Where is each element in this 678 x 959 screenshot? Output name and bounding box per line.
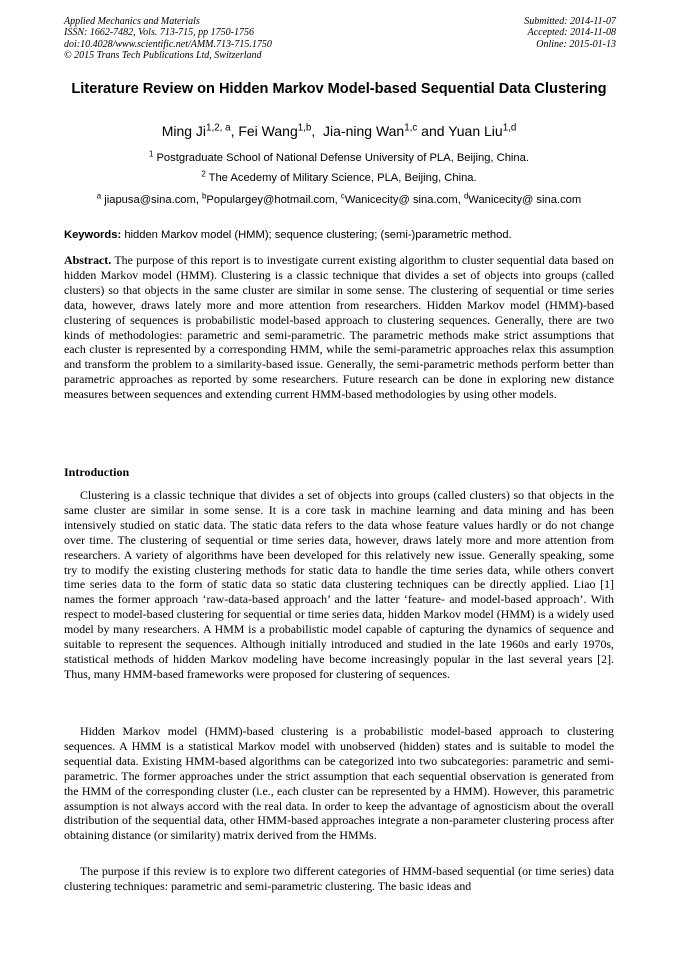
accepted-date: Accepted: 2014-11-08 [527, 27, 616, 39]
affiliation-2 [64, 171, 614, 185]
doi-line: doi:10.4028/www.scientific.net/AMM.713-715.1750 [64, 38, 272, 50]
email-address: jiapusa@sina.com, [104, 194, 203, 206]
author-list [64, 122, 614, 140]
submitted-date: Submitted: 2014-11-07 [524, 16, 616, 27]
affiliation-number: 2 [201, 169, 206, 179]
author-affiliation-marker: 1,d [502, 122, 517, 134]
author-name: Ming Ji [161, 123, 207, 139]
author-name: Fei Wang [238, 123, 298, 139]
affiliation-text: Postgraduate School of National Defense University of PLA, Beijing, China. [156, 152, 529, 164]
affiliation-text: The Acedemy of Military Science, PLA, Beijing, China. [208, 172, 477, 184]
email-marker: d [463, 191, 469, 201]
body-paragraph: The purpose if this review is to explore two different categories of HMM-based sequential (or time series) data clustering techniques: parametric and semi-parametric clustering. The basic ideas and [64, 864, 614, 893]
journal-name: Applied Mechanics and Materials [64, 16, 200, 27]
keywords [64, 228, 614, 242]
issn-line: ISSN: 1662-7482, Vols. 713-715, pp 1750-1756 [64, 27, 254, 39]
author-affiliation-marker: 1,2, a [206, 122, 231, 134]
email-marker: a [96, 191, 102, 201]
copyright-line: © 2015 Trans Tech Publications Ltd, Switzerland [64, 49, 262, 61]
email-marker: c [340, 191, 345, 201]
paper-title: Literature Review on Hidden Markov Model-based Sequential Data Clustering [71, 81, 607, 97]
author-name: Jia-ning Wan [323, 123, 405, 139]
author-separator: and [417, 123, 449, 139]
journal-header [64, 16, 272, 61]
author-separator: , [311, 123, 324, 139]
author-affiliation-marker: 1,c [404, 122, 418, 134]
email-address: Wanicecity@ sina.com, [344, 194, 464, 206]
email-list [64, 193, 614, 207]
affiliation-number: 1 [149, 149, 154, 159]
email-address: Wanicecity@ sina.com [468, 194, 582, 206]
author-affiliation-marker: 1,b [297, 122, 312, 134]
email-address: Populargey@hotmail.com, [206, 194, 341, 206]
section-heading-introduction: Introduction [64, 465, 130, 479]
body-paragraph: Clustering is a classic technique that divides a set of objects into groups (called clusters) so that objects in the same cluster are similar in some sense. It is a core task in machine learning and data mining and has been intensively studied on static data. The static data refers to the data whose feature values hardly or do not change over time. The clustering of sequential or time series data, however, draws lately more and more attention from researchers. A variety of algorithms have been developed for this relatively new issue. Generally speaking, some try to modify the existing clustering methods for static data to handle the time series data, while others convert time series data to the form of static data so static data clustering techniques can be directly applied. Liao [1] names the former approach ‘raw-data-based approach’ and the latter ‘feature- and model-based approach’. With respect to model-based clustering for sequential or time series data, hidden Markov model (HMM) is a widely used model by many researchers. A HMM is a probabilistic model capable of capturing the dynamics of sequence and suitable to represent the sequences. Although initially introduced and studied in the late 1960s and early 1970s, statistical methods of hidden Markov modeling have become increasingly popular in the last several years [2]. Thus, many HMM-based frameworks were proposed for clustering of sequences. [64, 488, 614, 681]
abstract-label: Abstract. [64, 253, 112, 267]
author-name: Yuan Liu [448, 123, 503, 139]
online-date: Online: 2015-01-13 [536, 38, 616, 50]
affiliation-1 [64, 151, 614, 165]
abstract-text: The purpose of this report is to investigate current existing algorithm to cluster sequential data based on hidden Markov model (HMM). Clustering is a classic technique that divides a set of objects into groups (called clusters) so that objects in the same cluster are similar in some sense. The clustering of sequential or time series data, however, draws lately more and more attention from researchers. Hidden Markov model (HMM)-based clustering of sequences is probabilistic model-based approach to clustering sequences. Generally, there are two kinds of methodologies: parametric and semi-parametric. The parametric methods make strict assumptions that each cluster is represented by a corresponding HMM, while the semi-parametric approaches relax this assumption and transform the problem to a similarity-based issue. Generally, the semi-parametric methods perform better than parametric approaches as reported by some researchers. Future research can be done in exploring new distance measures between sequences and extending current HMM-based methodologies by using other models. [64, 253, 614, 402]
author-separator: , [230, 123, 239, 139]
email-marker: b [202, 191, 207, 201]
keywords-text: hidden Markov model (HMM); sequence clustering; (semi-)parametric method. [124, 229, 512, 241]
dates-header [524, 16, 616, 50]
body-paragraph: Hidden Markov model (HMM)-based clustering is a probabilistic model-based approach to clustering sequences. A HMM is a statistical Markov model with unobserved (hidden) states and is suitable to model the sequential data. Existing HMM-based algorithms can be categorized into two subcategories: parametric and semi-parametric. The former approaches under the strict assumption that each sequential observation is generated from the HMM of the corresponding cluster (i.e., each cluster can be represented by a HMM). However, this parametric assumption is not always accord with the real data. In order to keep the advantage of agnosticism about the overall distribution of the sequential data, other HMM-based approaches integrate a non-parameter clustering process after obtaining distance (or similarity) matrix derived from the HMMs. [64, 724, 614, 843]
abstract [64, 253, 614, 402]
keywords-label: Keywords: [64, 229, 122, 241]
